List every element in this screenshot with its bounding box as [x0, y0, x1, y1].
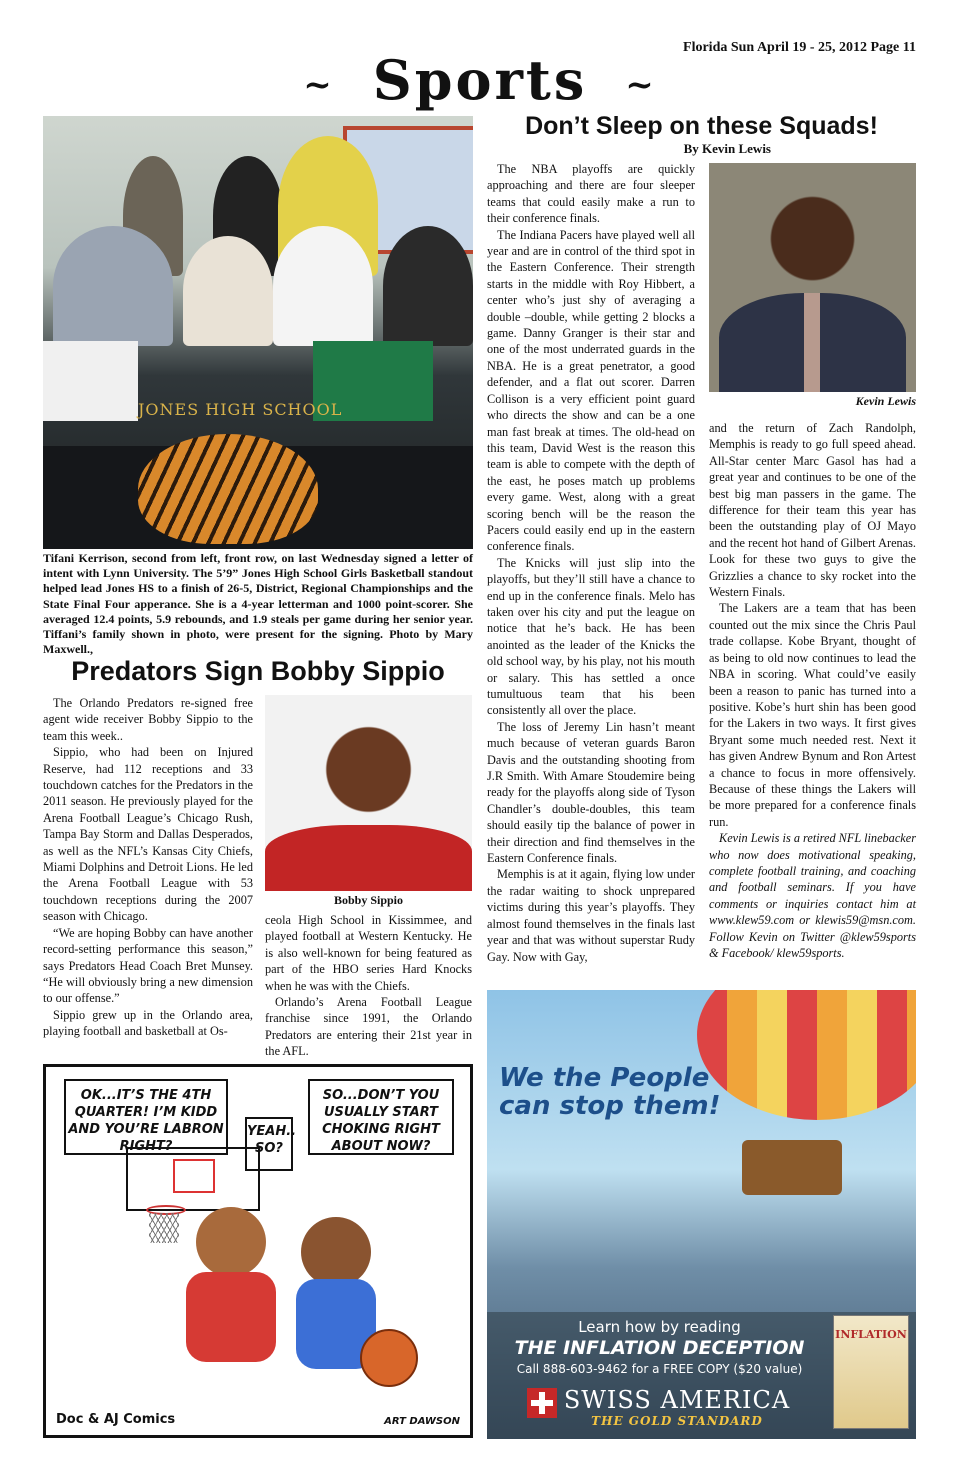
author-bio: Kevin Lewis is a retired NFL linebacker who now does motivational speaking, complete football training, and coaching and football seminars. If you have comments or inquiries contact him at www.klew59.com or klewis59@msn.com. Follow Kevin on Twitter @klew59sports & Facebook/ klew59sports. — [709, 831, 916, 960]
tifani-kerrison — [183, 236, 273, 346]
sippio-photo-caption: Bobby Sippio — [333, 893, 404, 907]
nba-byline: By Kevin Lewis — [683, 141, 771, 156]
swiss-america-ad[interactable] — [487, 990, 916, 1439]
artist-signature: ART DAWSON — [384, 1416, 460, 1427]
lewis-photo-caption: Kevin Lewis — [855, 394, 916, 408]
paragraph: and the return of Zach Randolph, Memphis is ready to go full speed ahead. All-Star center Marc Gasol has had a great year and continues to be one of the best big man passers in the game. The difference for their team this year has been the outstanding play of OJ Mayo and the recent hot hand of Gilbert Arenas. Look for these two guys to give the Grizzlies a chance to sky rocket into the Western Finals. — [709, 421, 916, 600]
ad-learn-text: Learn how by reading — [578, 1318, 741, 1336]
book-cover-image — [833, 1315, 909, 1429]
ad-headline-line: We the People — [499, 1063, 710, 1093]
paragraph: Memphis is at it again, flying low under the radar waiting to shock unprepared victims during this year’s playoffs. They almost found themselves in the finals last year and that was without superstar Rudy Gay. Now with Gay, — [487, 867, 695, 964]
signing-caption: Tifani Kerrison, second from left, front row, on last Wednesday signed a letter of intent with Lynn University. The 5’9” Jones High School Girls Basketball standout helped lead Jones HS to a finish of 26-5, District, Regional Championships and the State Final Four apperance. She is a 4-year letterman and 1000 point-scorer. She averaged 12.4 points, 5.9 rebounds, and 1.9 steals per game during her senior year. Tiffani’s family shown in photo, were present for the signing. Photo by Mary Maxwell., — [43, 551, 473, 657]
kevin-lewis-photo — [709, 163, 916, 392]
red-jersey — [265, 825, 472, 891]
page-folio: Florida Sun April 19 - 25, 2012 Page 11 — [683, 40, 916, 55]
family-member — [383, 226, 473, 346]
comic-strip — [43, 1064, 473, 1438]
ad-headline — [499, 1064, 720, 1120]
tiger-mascot — [138, 434, 318, 544]
family-member — [273, 226, 373, 346]
ad-book-title: THE INFLATION DECEPTION — [514, 1337, 805, 1359]
masthead-title: Sports — [372, 48, 588, 112]
predators-headline: Predators Sign Bobby Sippio — [71, 656, 445, 686]
comic-signature: Doc & AJ Comics — [56, 1412, 176, 1427]
paragraph: The loss of Jeremy Lin hasn’t meant much because of veteran guards Baron Davis and the outstanding shooting from J.R Smith. With Amare Stoudemire being ready for the playoffs along side of Tyson Chandler’s double-doubles, this team should easily tip the balance of power in their direction and find themselves in the Eastern Conference finals. — [487, 719, 695, 866]
hoop-net — [149, 1213, 179, 1243]
paragraph: “We are hoping Bobby can have another record-setting performance this season,” says Predators Head Coach Bret Munsey. “He will obviously bring a new dimension to our offense.” — [43, 925, 253, 1006]
nba-column-b — [709, 420, 916, 961]
predators-column-b — [265, 912, 472, 1060]
speech-bubble: OK...IT’S THE 4TH QUARTER! I’M KIDD AND YOU’RE LABRON RIGHT? — [64, 1079, 228, 1155]
ad-phone-offer: Call 888-603-9462 for a FREE COPY ($20 value) — [516, 1362, 803, 1376]
speech-bubble: YEAH.. SO? — [245, 1117, 293, 1171]
family-member — [53, 226, 173, 346]
signing-photo — [43, 116, 473, 549]
tie — [804, 293, 820, 392]
ad-headline-line: can stop them! — [499, 1091, 721, 1121]
backboard — [126, 1147, 260, 1211]
paragraph: Sippio, who had been on Injured Reserve, had 112 receptions and 33 touchdown catches for the Predators in the 2011 season. He previously played for the Arena Football League’s Chicago Rush, Tampa Bay Storm and Dallas Desperados, as well as the NFL’s Kansas City Chiefs, Miami Dolphins and Detroit Lions. He led the Arena Football League with 53 touchdown receptions during the 2007 season with Chicago. — [43, 745, 253, 924]
player-red-jersey — [186, 1272, 276, 1362]
predators-column-a — [43, 695, 253, 1040]
ad-brand-name: SWISS AMERICA — [563, 1386, 791, 1414]
white-jersey — [43, 341, 138, 421]
paragraph: The Indiana Pacers have played well all year and are in control of the third spot in the Eastern Conference. Their strength starts in the middle with Roy Hibbert, a center who’s just shy of averaging a double –double, while getting 2 blocks a game. Danny Granger is their star and one of the most underrated guards in the NBA. He is a great penetrator, a good defender, and a flat out scorer. Darren Collison is a very efficient point guard who directs the show and can be a one man fast break at times. The old-head on this team, David West is the reason this team is able to compete with the depth of the east, he poses match up problems every game. West, along with a great scoring bench will be the reason the Pacers could easily end up in the eastern conference finals. — [487, 227, 695, 554]
speech-bubble: SO...DON’T YOU USUALLY START CHOKING RIGHT ABOUT NOW? — [308, 1079, 454, 1155]
paragraph: The Knicks will just slip into the playoffs, but they’ll still have a chance to end up in the conference finals. Melo has taken over his city and put the league on notice that he’s back. He has been anointed as the leader of the Knicks the old school way, by his play, not his mouth or salary. This has settled a once tumultuous team that his been consistently all over the place. — [487, 555, 695, 718]
paragraph: ceola High School in Kissimmee, and played football at Western Kentucky. He is also well-known for being featured as part of the HBO series Hard Knocks when he was with the Chiefs. — [265, 913, 472, 993]
paragraph: The Lakers are a team that has been counted out the mix since the Chris Paul trade collapse. Kobe Bryant, thought of as being to old now continues to lead the NBA in scoring. What could’ve easily been a reason to panic has turned into a positive. Kobe’s hurt shin has been good for the Lakers in two ways. It first gives Bryant some much needed rest. Next it has given Andrew Bynum and Ron Artest a chance to focus in more offensively. Because of these things the Lakers will be more prepared for a conference finals run. — [709, 601, 916, 829]
nba-column-a — [487, 161, 695, 965]
paragraph: Orlando’s Arena Football League franchise since 1991, the Orlando Predators are entering their 21st year in the AFL. — [265, 995, 472, 1059]
section-masthead — [0, 48, 960, 112]
book-cover-title: INFLATION — [835, 1328, 907, 1341]
backboard-square — [173, 1159, 215, 1193]
masthead-tilde-left: ~ — [303, 64, 335, 105]
paragraph: The NBA playoffs are quickly approaching and there are four sleeper teams that could easily make a run to their conference finals. — [487, 162, 695, 226]
masthead-tilde-right: ~ — [625, 64, 657, 105]
basketball-icon — [360, 1329, 418, 1387]
paragraph: Sippio grew up in the Orlando area, playing football and basketball at Os- — [43, 1007, 253, 1039]
bobby-sippio-photo — [265, 695, 472, 891]
player-head — [301, 1217, 371, 1287]
nba-headline: Don’t Sleep on these Squads! — [525, 112, 878, 140]
balloon-basket — [742, 1140, 842, 1195]
paragraph: The Orlando Predators re-signed free agent wide receiver Bobby Sippio to the team this week.. — [43, 696, 253, 743]
ad-tagline: THE GOLD STANDARD — [591, 1414, 763, 1428]
player-head — [196, 1207, 266, 1277]
hot-air-balloon — [697, 990, 916, 1120]
table-banner: JONES HIGH SCHOOL — [138, 400, 343, 419]
